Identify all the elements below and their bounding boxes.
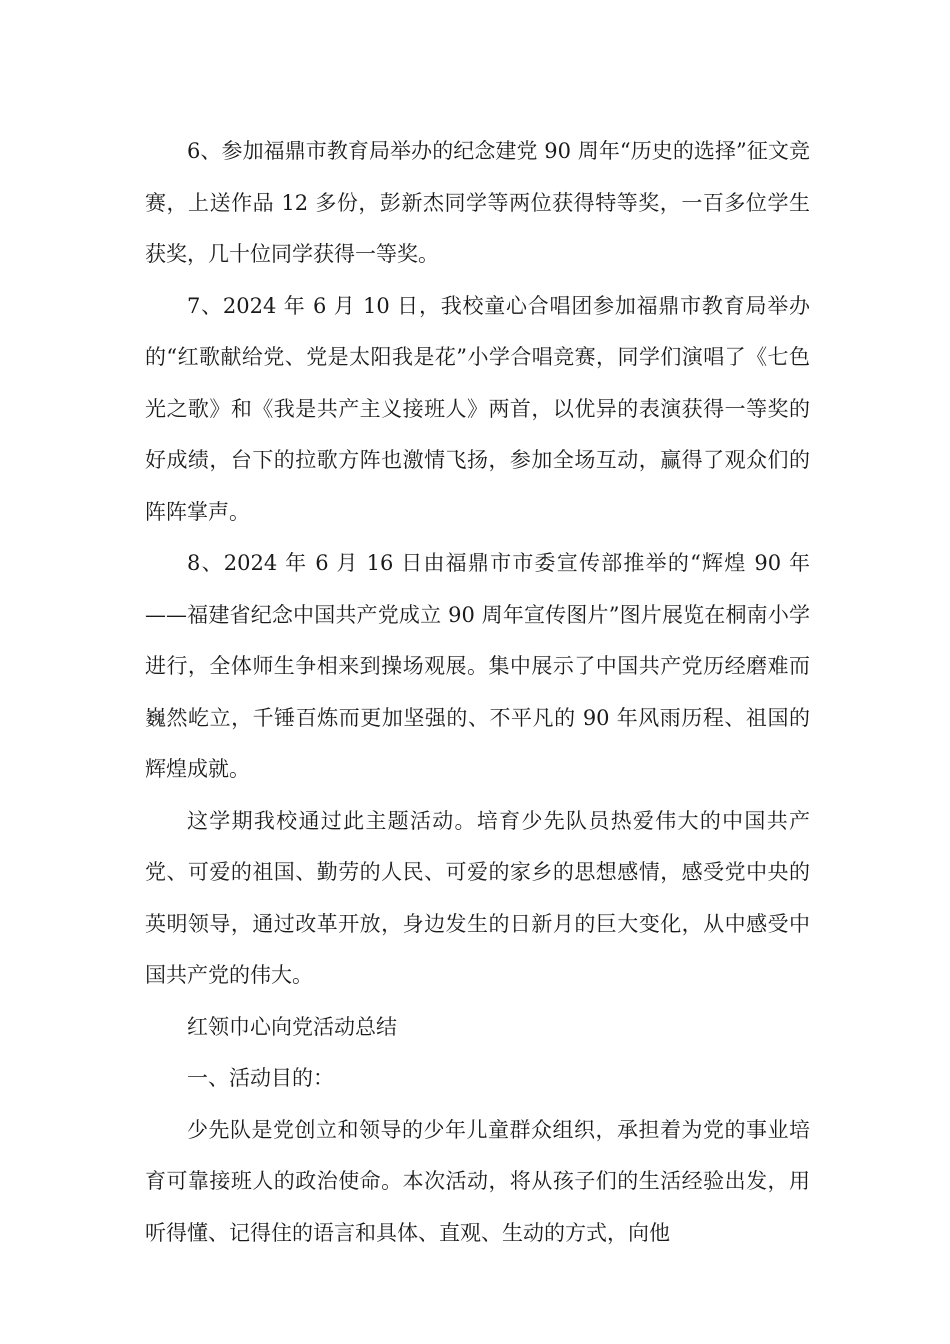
document-body [145, 126, 810, 1259]
paragraph-summary: 这学期我校通过此主题活动。培育少先队员热爱伟大的中国共产党、可爱的祖国、勤劳的人民、可爱的家乡的思想感情，感受党中央的英明领导，通过改革开放，身边发生的日新月的巨大变化，从中感受中国共产党的伟大。 [145, 808, 810, 987]
paragraph-item-7: 7、2024 年 6 月 10 日，我校童心合唱团参加福鼎市教育局举办的“红歌献给党、党是太阳我是花”小学合唱竞赛，同学们演唱了《七色光之歌》和《我是共产主义接班人》两首，以优异的表演获得一等奖的好成绩，台下的拉歌方阵也激情飞扬，参加全场互动，赢得了观众们的阵阵掌声。 [145, 293, 810, 524]
section-title: 红领巾心向党活动总结 [187, 1014, 397, 1039]
paragraph-item-6: 6、参加福鼎市教育局举办的纪念建党 90 周年“历史的选择”征文竞赛，上送作品 12 多份，彭新杰同学等两位获得特等奖，一百多位学生获奖，几十位同学获得一等奖。 [145, 139, 810, 266]
section-heading-purpose: 一、活动目的： [187, 1066, 334, 1090]
paragraph-purpose: 少先队是党创立和领导的少年儿童群众组织，承担着为党的事业培育可靠接班人的政治使命。本次活动，将从孩子们的生活经验出发，用听得懂、记得住的语言和具体、直观、生动的方式，向他 [145, 1117, 810, 1245]
paragraph-item-8: 8、2024 年 6 月 16 日由福鼎市市委宣传部推举的“辉煌 90 年——福建省纪念中国共产党成立 90 周年宣传图片”图片展览在桐南小学进行，全体师生争相来到操场观展。集中展示了中国共产党历经磨难而巍然屹立，千锤百炼而更加坚强的、不平凡的 90 年风雨历程、祖国的辉煌成就。 [145, 551, 810, 781]
